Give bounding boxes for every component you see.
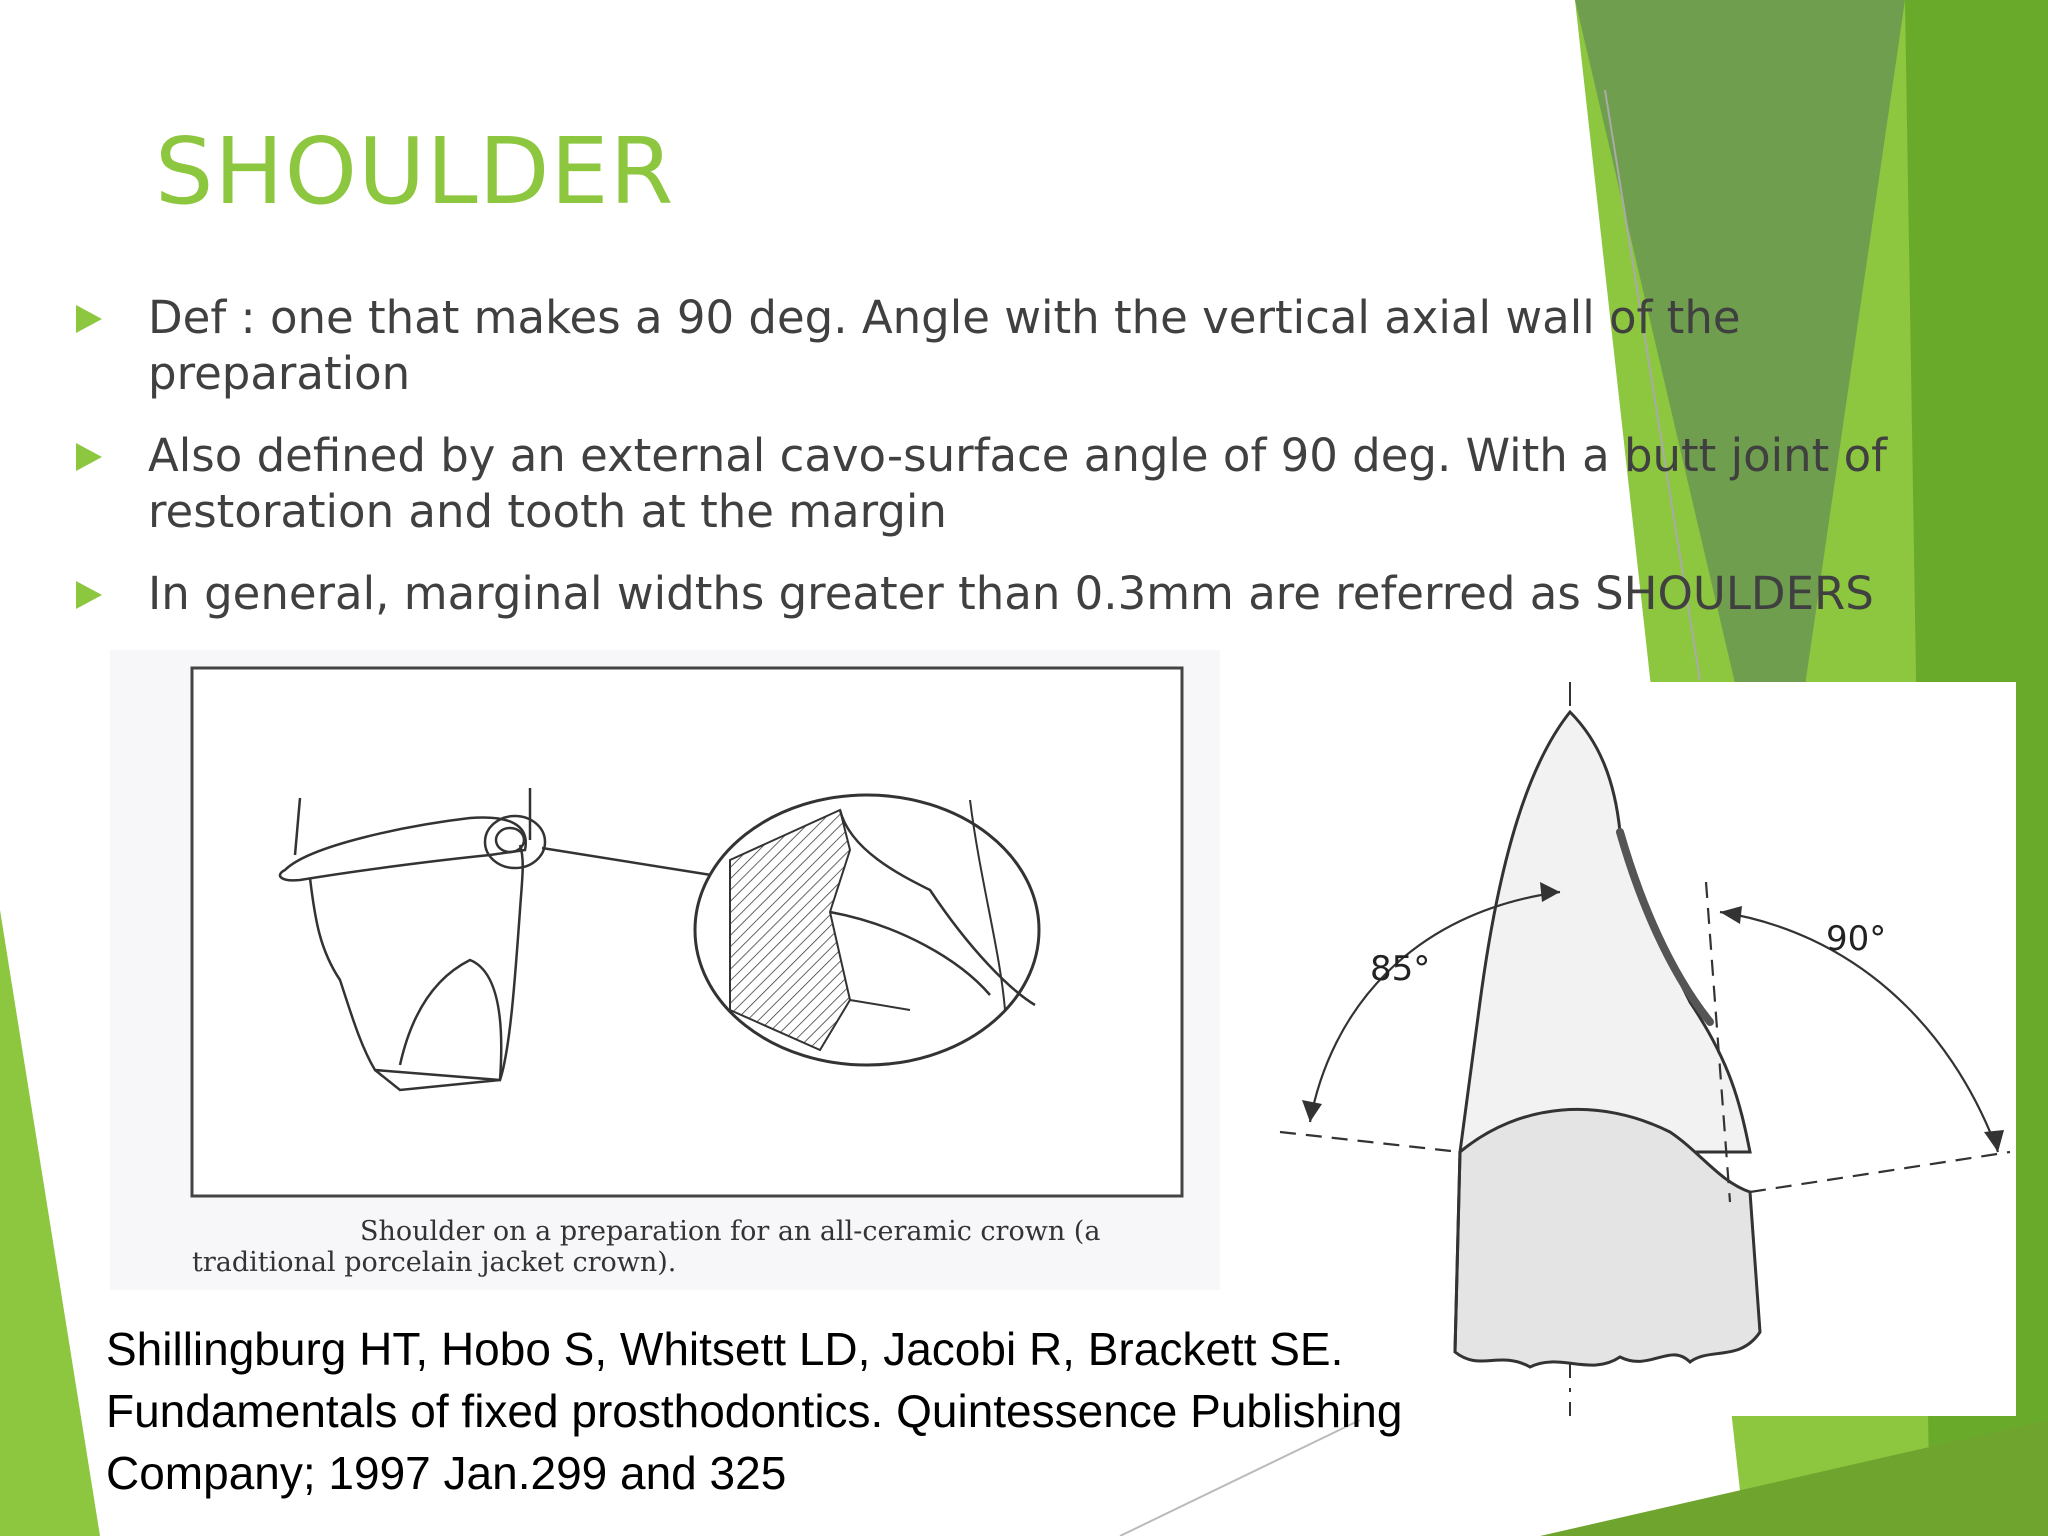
bullet-item: [74, 290, 1974, 402]
figure-caption-line-2: traditional porcelain jacket crown).: [192, 1247, 677, 1278]
bullet-item: [74, 566, 1974, 622]
bullet-text: In general, marginal widths greater than 0.3mm are referred as SHOULDERS: [148, 567, 1874, 620]
triangle-bullet-icon: [76, 305, 102, 333]
bullet-item: [74, 428, 1974, 540]
figure-caption-line-1: Shoulder on a preparation for an all-ceramic crown (a: [360, 1216, 1101, 1247]
tooth-angle-figure: [1270, 682, 2014, 1416]
magnified-margin-drawing: [695, 795, 1039, 1065]
triangle-bullet-icon: [76, 443, 102, 471]
shoulder-preparation-figure: [110, 650, 1220, 1290]
bullet-text: Def : one that makes a 90 deg. Angle with the vertical axial wall of the preparation: [148, 291, 1741, 400]
angle-label-90: 90°: [1826, 919, 1887, 959]
citation-text: Shillingburg HT, Hobo S, Whitsett LD, Jacobi R, Brackett SE. Fundamentals of fixed prosthodontics. Quintessence Publishing Company; 1997 Jan.299 and 325: [106, 1323, 1403, 1499]
triangle-bullet-icon: [76, 581, 102, 609]
slide-title: SHOULDER: [155, 118, 675, 225]
angle-label-85: 85°: [1370, 949, 1431, 989]
bullet-text: Also defined by an external cavo-surface angle of 90 deg. With a butt joint of restoration and tooth at the margin: [148, 429, 1888, 538]
bullet-list: [74, 290, 1974, 648]
